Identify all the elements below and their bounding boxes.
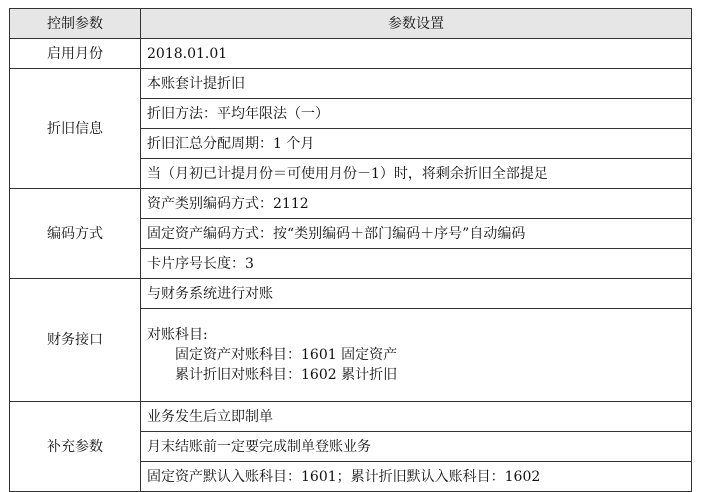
coding-setting: 固定资产编码方式：按“类别编码＋部门编码＋序号”自动编码: [141, 219, 692, 249]
supplement-label: 补充参数: [10, 402, 141, 492]
reconcile-cell: [141, 309, 692, 402]
coding-setting: 资产类别编码方式：2112: [141, 189, 692, 219]
table-row: [10, 279, 692, 309]
start-month-value: 2018.01.01: [141, 39, 692, 69]
coding-label: 编码方式: [10, 189, 141, 279]
header-control-params: 控制参数: [10, 9, 141, 39]
supplement-setting: 固定资产默认入账科目：1601；累计折旧默认入账科目：1602: [141, 462, 692, 492]
parameter-table: [9, 8, 692, 492]
finance-label: 财务接口: [10, 279, 141, 402]
depreciation-label: 折旧信息: [10, 69, 141, 189]
table-row: [10, 39, 692, 69]
depreciation-setting: 当（月初已计提月份＝可使用月份－1）时，将剩余折旧全部提足: [141, 159, 692, 189]
reconcile-title: 对账科目:: [147, 327, 208, 343]
coding-setting: 卡片序号长度：3: [141, 249, 692, 279]
start-month-label: 启用月份: [10, 39, 141, 69]
reconcile-item: 固定资产对账科目：1601 固定资产: [175, 347, 398, 363]
header-param-settings: 参数设置: [141, 9, 692, 39]
table-row: [10, 402, 692, 432]
supplement-setting: 业务发生后立即制单: [141, 402, 692, 432]
depreciation-setting: 折旧方法：平均年限法（一）: [141, 99, 692, 129]
table-row: [10, 69, 692, 99]
finance-setting: 与财务系统进行对账: [141, 279, 692, 309]
depreciation-setting: 折旧汇总分配周期：1 个月: [141, 129, 692, 159]
supplement-setting: 月末结账前一定要完成制单登账业务: [141, 432, 692, 462]
table-header-row: [10, 9, 692, 39]
depreciation-setting: 本账套计提折旧: [141, 69, 692, 99]
reconcile-item: 累计折旧对账科目：1602 累计折旧: [175, 367, 398, 383]
table-row: [10, 189, 692, 219]
